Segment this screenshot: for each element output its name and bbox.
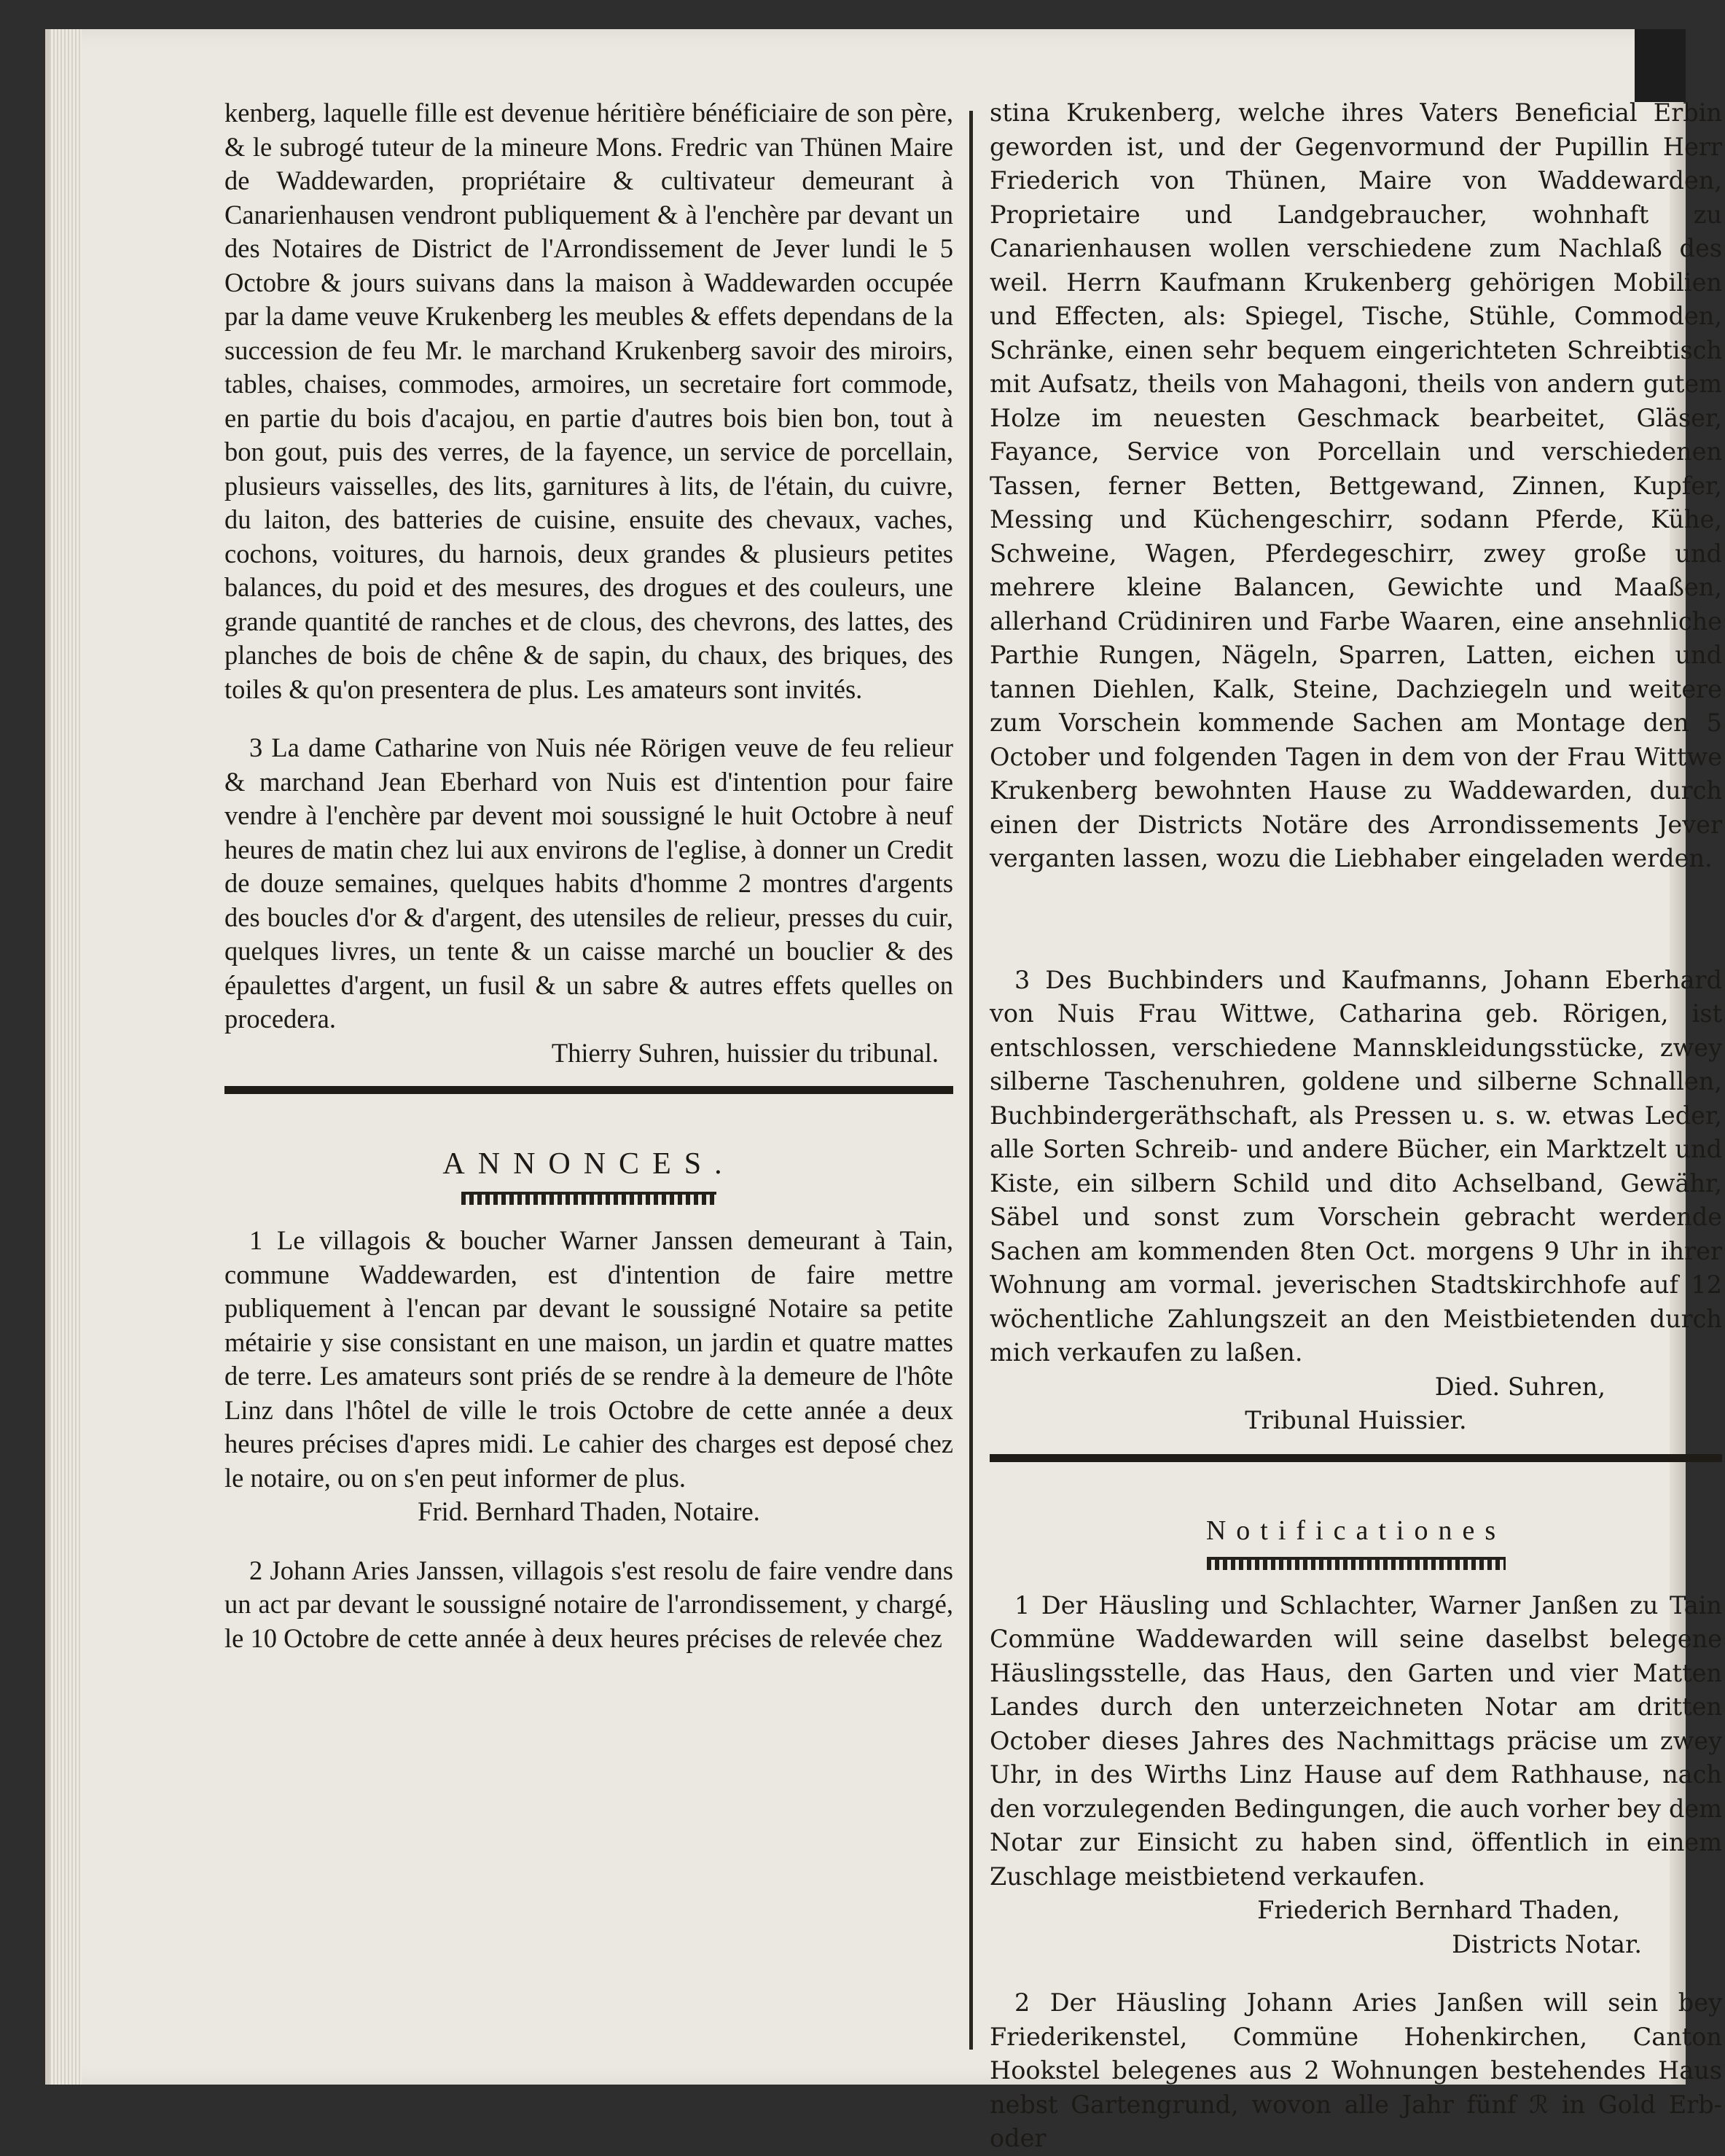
- notification-1-signature-name: Friederich Bernhard Thaden,: [1257, 1896, 1620, 1924]
- german-column: [990, 96, 1722, 2156]
- notice-3-german: 3 Des Buchbinders und Kaufmanns, Johann Eberhard von Nuis Frau Wittwe, Catharina geb. Rörigen, ist entschlossen, verschiedene Mannskleidungsstücke, zwey silberne Taschenuhren, goldene und silberne Schnallen, Buchbindergeräthschaft, als Pressen u. s. w. etwas Leder, alle Sorten Schreib- und andere Bücher, ein Marktzelt und Kiste, ein silbern Schild und dito Achselband, Gewähr, Säbel und sonst zum Vorschein gebracht werdende Sachen am kommenden 8ten Oct. morgens 9 Uhr in ihrer Wohnung am vormal. jeverischen Stadtskirchhofe auf 12 wöchentliche Zahlungszeit an den Meistbietenden durch mich verkaufen zu laßen.: [990, 965, 1722, 1367]
- annonces-heading: ANNONCES.: [442, 1147, 735, 1181]
- column-divider: [969, 111, 973, 2050]
- annonce-2: 2 Johann Aries Janssen, villagois s'est resolu de faire vendre dans un act par devant le soussigné notaire de l'arrondissement, y chargé, le 10 Octobre de cette année à deux heures précises de relevée chez: [224, 1555, 953, 1653]
- section-rule-right: [990, 1454, 1722, 1462]
- notification-1: 1 Der Häusling und Schlachter, Warner Janßen zu Tain Commüne Waddewarden will seine daselbst belegene Häuslingsstelle, das Haus, den Garten und vier Matten Landes durch den unterzeichneten Notar am dritten October dieses Jahres des Nachmittags präcise um zwey Uhr, in des Wirths Linz Hause auf dem Rathhause, nach den vorzulegenden Bedingungen, die auch vorher bey dem Notar zur Einsicht zu haben sind, öffentlich in einem Zuschlage meistbietend verkaufen.: [990, 1590, 1722, 1891]
- french-column: [224, 96, 953, 1655]
- sale-notice-french-continued: kenberg, laquelle fille est devenue héritière bénéficiaire de son père, & le subrogé tuteur de la mineure Mons. Fredric van Thünen Maire de Waddewarden, propriétaire & cultivateur demeurant à Canarienhausen vendront publiquement & à l'enchère par devant un des Notaires de District de l'Arrondissement de Jever lundi le 5 Octobre & jours suivans dans la maison à Waddewarden occupée par la dame veuve Krukenberg les meubles & effets dependans de la succession de feu Mr. le marchand Krukenberg savoir des miroirs, tables, chaises, commodes, armoires, un secretaire fort commode, en partie du bois d'acajou, en partie d'autres bois bien bon, tout à bon gout, puis des verres, de la fayence, un service de porcellain, plusieurs vaisselles, des lits, garnitures à lits, de l'étain, du cuivre, du laiton, des batteries de cuisine, ensuite des chevaux, vaches, cochons, voitures, du harnois, deux grandes & plusieurs petites balances, du poid et des mesures, des drogues et des couleurs, une grande quantité de ranches et de clous, des chevrons, des lattes, des planches de bois de chêne & de sapin, du chaux, des briques, des toiles & qu'on presentera de plus. Les amateurs sont invités.: [224, 98, 953, 704]
- notificationes-heading: Notificationes: [1205, 1515, 1506, 1546]
- heading-ornament-left: [461, 1192, 716, 1205]
- scan-corner-background: [1635, 29, 1686, 102]
- notification-2: 2 Der Häusling Johann Aries Janßen will sein bey Friederikenstel, Commüne Hohenkirchen, Canton Hookstel belegenes aus 2 Wohnungen bestehendes Haus nebst Gartengrund, wovon alle Jahr fünf ℛ in Gold Erb- oder: [990, 1988, 1722, 2152]
- notification-1-signature-title: Districts Notar.: [1452, 1929, 1642, 1958]
- annonce-1: 1 Le villagois & boucher Warner Janssen demeurant à Tain, commune Waddewarden, est d'intention de faire mettre publiquement à l'encan par devant le soussigné Notaire sa petite métairie y sise consistant en une maison, un jardin et quatre mattes de terre. Les amateurs sont priés de se rendre à la demeure de l'hôte Linz dans l'hôtel de ville le trois Octobre de cette année a deux heures précises d'apres midi. Le cahier des charges est deposé chez le notaire, ou on s'en peut informer de plus.: [224, 1225, 953, 1493]
- section-rule-left: [224, 1086, 953, 1094]
- sale-notice-german-continued: stina Krukenberg, welche ihres Vaters Beneficial Erbin geworden ist, und der Gegenvormund der Pupillin Herr Friederich von Thünen, Maire von Waddewarden, Proprietaire und Landgebraucher, wohnhaft zu Canarienhausen wollen verschiedene zum Nachlaß des weil. Herrn Kaufmann Krukenberg gehörigen Mobilien und Effecten, als: Spiegel, Tische, Stühle, Commoden, Schränke, einen sehr bequem eingerichteten Schreibtisch mit Aufsatz, theils von Mahagoni, theils von andern gutem Holze im neuesten Geschmack bearbeitet, Gläser, Fayance, Service von Porcellain und verschiedenen Tassen, ferner Betten, Bettgewand, Zinnen, Kupfer, Messing und Küchengeschirr, sodann Pferde, Kühe, Schweine, Wagen, Pferdegeschirr, zwey große und mehrere kleine Balancen, Gewichte und Maaßen, allerhand Crüdiniren und Farbe Waaren, eine ansehnliche Parthie Rungen, Nägeln, Sparren, Latten, eichen und tannen Diehlen, Kalk, Steine, Dachziegeln und weitere zum Vorschein kommende Sachen am Montage den 5 October und folgenden Tagen in dem von der Frau Wittwe Krukenberg bewohnten Hause zu Waddewarden, durch einen der Districts Notäre des Arrondissements Jever verganten lassen, wozu die Liebhaber eingeladen werden.: [990, 98, 1722, 872]
- newspaper-page: [45, 29, 1722, 2152]
- page-gutter-edge: [50, 29, 82, 2085]
- notice-3-german-signature-title: Tribunal Huissier.: [1245, 1406, 1467, 1434]
- notice-3-french: 3 La dame Catharine von Nuis née Rörigen veuve de feu relieur & marchand Jean Eberhard von Nuis est d'intention pour faire vendre à l'enchère par devent moi soussigné le huit Octobre à neuf heures de matin chez lui aux environs de l'eglise, à donner un Credit de douze semaines, quelques habits d'homme 2 montres d'argents des boucles d'or & d'argent, des utensiles de relieur, presses du cuir, quelques livres, un tente & un caisse marché un bouclier & des épaulettes d'argent, un fusil & un sabre & autres effets quelles on procedera.: [224, 733, 953, 1034]
- notice-3-french-signature: Thierry Suhren, huissier du tribunal.: [551, 1037, 939, 1068]
- heading-ornament-right: [1207, 1557, 1506, 1570]
- annonce-1-signature: Frid. Bernhard Thaden, Notaire.: [418, 1496, 760, 1526]
- notice-3-german-signature-name: Died. Suhren,: [1434, 1372, 1605, 1401]
